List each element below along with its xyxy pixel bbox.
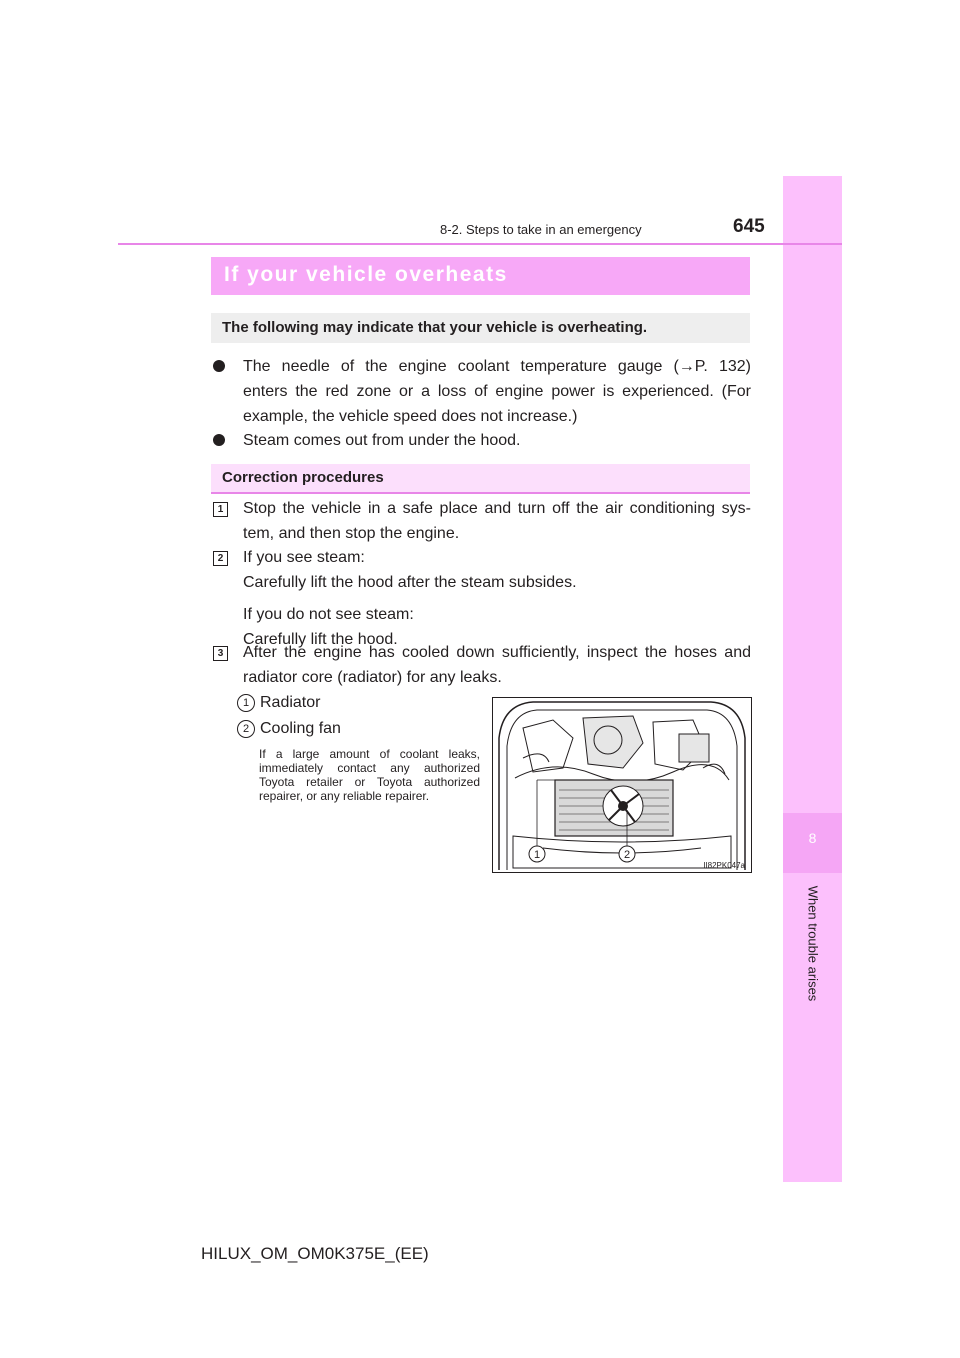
page-number: 645 — [733, 216, 765, 237]
chapter-side-tab — [783, 176, 842, 1182]
step-number-2: 2 — [213, 551, 228, 566]
correction-heading: Correction procedures — [222, 469, 384, 486]
chapter-title-text: When trouble arises — [805, 885, 821, 1002]
step-line: Carefully lift the hood. — [243, 631, 398, 648]
symptom-line: example, the vehicle speed does not increase.) — [243, 408, 578, 425]
intro-text: The following may indicate that your vehicle is overheating. — [222, 319, 648, 336]
section-title: 8-2. Steps to take in an emergency — [440, 222, 642, 237]
figure-code: II82PK047a — [703, 861, 745, 870]
chapter-number: 8 — [808, 830, 817, 846]
step-1-text — [243, 496, 751, 546]
legend-label-radiator: Radiator — [260, 694, 321, 711]
page-title: If your vehicle overheats — [224, 263, 508, 286]
step-line: Stop the vehicle in a safe place and turn off the air conditioning sys- — [243, 500, 751, 517]
document-code-footer: HILUX_OM_OM0K375E_(EE) — [201, 1244, 429, 1263]
note-text: If a large amount of coolant leaks, immediately contact any authorized Toyota retailer or Toyota authorized repairer, or any reliable repairer. — [259, 747, 480, 803]
legend-number-1: 1 — [237, 694, 255, 712]
step-number-1: 1 — [213, 502, 228, 517]
step-line: If you do not see steam: — [243, 606, 414, 623]
callout-2: 2 — [623, 849, 631, 861]
step-2-text — [243, 545, 577, 652]
step-line: After the engine has cooled down sufficiently, inspect the hoses and — [243, 644, 751, 661]
symptom-line: The needle of the engine coolant temperature gauge (→P. 132) — [243, 358, 751, 375]
step-3-text — [243, 640, 751, 690]
symptom-item — [243, 428, 520, 453]
step-line: If you see steam: — [243, 549, 365, 566]
step-number-3: 3 — [213, 646, 228, 661]
step-line: Carefully lift the hood after the steam subsides. — [243, 574, 577, 591]
bullet-icon — [213, 434, 225, 446]
symptom-item — [243, 354, 751, 429]
header-divider — [118, 243, 842, 245]
step-line: radiator core (radiator) for any leaks. — [243, 669, 502, 686]
callout-1: 1 — [533, 849, 541, 861]
step-line: tem, and then stop the engine. — [243, 525, 460, 542]
engine-bay-illustration — [492, 697, 752, 873]
chapter-title — [803, 880, 823, 1020]
legend-label-cooling-fan: Cooling fan — [260, 720, 341, 737]
symptom-line: Steam comes out from under the hood. — [243, 432, 521, 449]
bullet-icon — [213, 360, 225, 372]
legend-number-2: 2 — [237, 720, 255, 738]
symptom-line: enters the red zone or a loss of engine power is experienced. (For — [243, 383, 751, 400]
engine-bay-drawing — [493, 698, 751, 872]
